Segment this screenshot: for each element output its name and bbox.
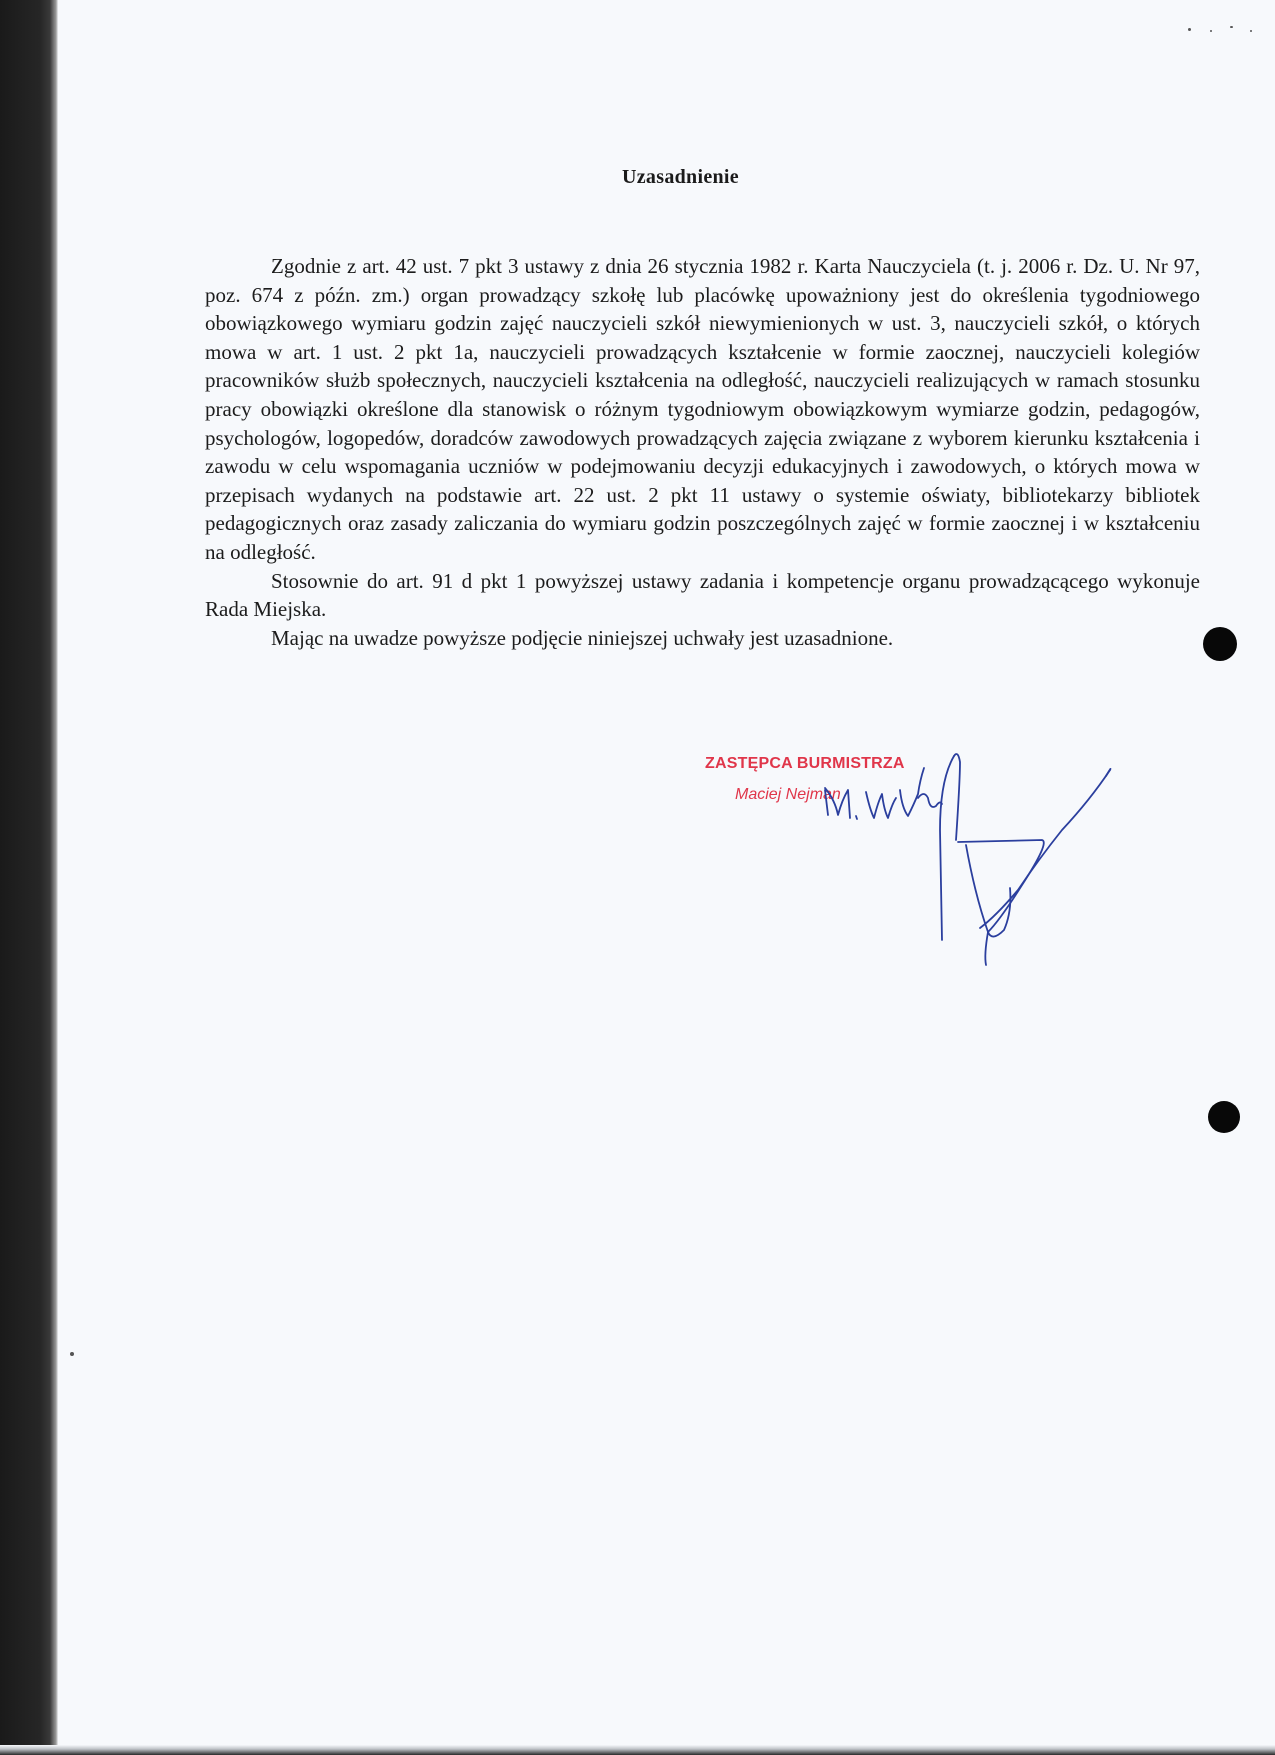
punch-hole <box>1203 627 1237 661</box>
paragraph-legal-basis: Zgodnie z art. 42 ust. 7 pkt 3 ustawy z dnia 26 stycznia 1982 r. Karta Nauczyciela (t. j. 2006 r. Dz. U. Nr 97, poz. 674 z późn. zm.) organ prowadzący szkołę lub placówkę upoważniony jest do określenia tygodniowego obowiązkowego wymiaru godzin zajęć nauczycieli szkół niewymienionych w ust. 3, nauczycieli szkół, o których mowa w art. 1 ust. 2 pkt 1a, nauczycieli prowadzących kształcenie w formie zaocznej, nauczycieli kolegiów pracowników służb społecznych, nauczycieli kształcenia na odległość, nauczycieli realizujących w ramach stosunku pracy obowiązki określone dla stanowisk o różnym tygodniowym obowiązkowym wymiarze godzin, pedagogów, psychologów, logopedów, doradców zawodowych prowadzących zajęcia związane z wyborem kierunku kształcenia i zawodu w celu wspomagania uczniów w podejmowaniu decyzji edukacyjnych i zawodowych, o których mowa w przepisach wydanych na podstawie art. 22 ust. 2 pkt 11 ustawy o systemie oświaty, bibliotekarzy bibliotek pedagogicznych oraz zasady zaliczania do wymiaru godzin poszczególnych zajęć w formie zaocznej i w kształceniu na odległość. <box>205 254 1200 564</box>
scan-speck <box>70 1352 74 1356</box>
document-body <box>205 252 1200 652</box>
scan-speck <box>1210 30 1212 32</box>
stamp-name: Maciej Nejman <box>735 786 841 803</box>
stamp-office: ZASTĘPCA BURMISTRZA <box>705 755 905 772</box>
scan-speck <box>1250 30 1252 32</box>
handwritten-signature <box>790 720 1130 980</box>
punch-hole <box>1208 1101 1240 1133</box>
scan-edge-bottom <box>0 1745 1275 1755</box>
document-title: Uzasadnienie <box>622 166 739 188</box>
scan-speck <box>1230 26 1233 28</box>
paragraph-competence: Stosownie do art. 91 d pkt 1 powyższej ustawy zadania i kompetencje organu prowadzącącego wykonuje Rada Miejska. <box>205 568 1200 622</box>
scan-speck <box>1188 28 1191 31</box>
scan-edge <box>0 0 58 1755</box>
paragraph-conclusion: Mając na uwadze powyższe podjęcie niniejszej uchwały jest uzasadnione. <box>271 625 894 650</box>
